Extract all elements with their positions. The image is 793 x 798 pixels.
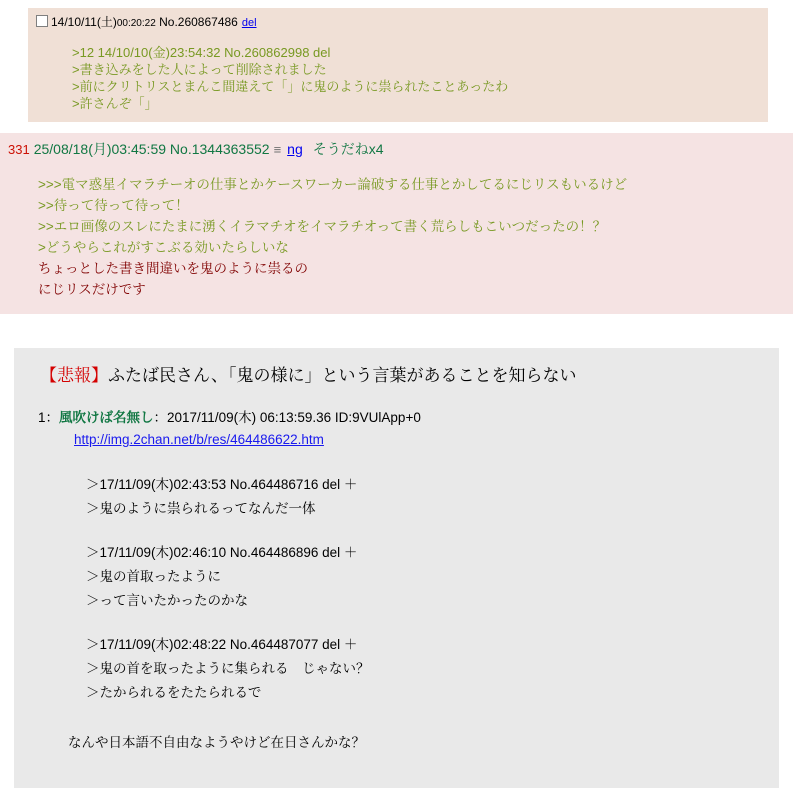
article-title — [40, 364, 761, 388]
top-post-line: >書き込みをした人によって削除されました — [72, 62, 327, 77]
reply-datetime: 25/08/18(月)03:45:59 — [33, 141, 167, 157]
article-post-number: 1 — [38, 410, 46, 425]
article-post-header — [38, 406, 761, 426]
reply-line: >>エロ画像のスレにたまに湧くイラマチオをイマラチオって書く荒らしもこいつだったの！？ — [38, 219, 607, 234]
article-post-datetime: 2017/11/09(木) 06:13:59.36 — [167, 410, 332, 425]
reply-body — [38, 174, 793, 300]
top-post-del-link[interactable]: del — [241, 17, 257, 29]
quote-line: ＞鬼の首を取ったように集られる じゃない？ — [86, 661, 370, 676]
quote-group — [86, 541, 761, 613]
article-panel — [14, 348, 779, 788]
top-post-number: No.260867486 — [159, 15, 238, 29]
article-post-sep: ： — [45, 410, 60, 425]
reply-line: ちょっとした書き間違いを鬼のように祟るの — [38, 261, 308, 276]
quote-line: ＞17/11/09(木)02:48:22 No.464487077 del ＋ — [86, 637, 358, 652]
top-post-time: 00:20:22 — [116, 18, 156, 29]
reply-post-panel — [0, 133, 793, 314]
top-post-panel — [28, 8, 768, 122]
menu-icon[interactable]: ≡ — [273, 142, 282, 157]
quote-line: ＞17/11/09(木)02:46:10 No.464486896 del ＋ — [86, 545, 358, 560]
quote-line: ＞鬼のように祟られるってなんだ一体 — [86, 501, 316, 516]
reply-line: >どうやらこれがすこぶる効いたらしいな — [38, 240, 289, 255]
reply-line: >>>電マ惑星イマラチーオの仕事とかケースワーカー論破する仕事とかしてるにじリスもいるけど — [38, 177, 628, 192]
reply-line: >>待って待って待って！ — [38, 198, 189, 213]
top-post-header — [36, 14, 760, 32]
sodane-counter[interactable]: そうだねx4 — [312, 141, 384, 157]
quote-group — [86, 473, 761, 521]
article-post-id: ID:9VUlApp+0 — [334, 410, 421, 425]
source-url-link[interactable]: http://img.2chan.net/b/res/464486622.htm — [74, 432, 324, 447]
quote-group — [86, 633, 761, 705]
top-post-line: >前にクリトリスとまんこ間違えて「」に鬼のように祟られたことあったわ — [72, 79, 509, 94]
reply-post-number: No.1344363552 — [169, 141, 270, 157]
article-title-tag: 【悲報】 — [40, 366, 108, 385]
closing-comment: なんや日本語不自由なようやけど在日さんかな？ — [68, 735, 365, 750]
article-post-sep: ： — [153, 410, 168, 425]
quote-line: ＞たかられるをたたられるで — [86, 685, 262, 700]
reply-line: にじリスだけです — [38, 282, 146, 297]
article-post-name: 風吹けば名無し — [59, 410, 154, 425]
top-post-date: 14/10/11(土) — [51, 15, 117, 29]
quote-line: ＞鬼の首取ったように — [86, 569, 221, 584]
top-post-line: >許さんぞ「」 — [72, 96, 158, 111]
reply-header — [0, 139, 793, 160]
quote-line: ＞って言いたかったのかな — [86, 593, 248, 608]
reply-number: 331 — [8, 142, 30, 157]
ng-link[interactable]: ng — [287, 141, 303, 157]
top-post-line: >12 14/10/10(金)23:54:32 No.260862998 del — [72, 45, 331, 60]
top-post-body — [72, 44, 760, 112]
post-select-checkbox[interactable] — [36, 15, 48, 27]
article-title-text: ふたば民さん、「鬼の様に」という言葉があることを知らない — [108, 366, 577, 385]
quote-line: ＞17/11/09(木)02:43:53 No.464486716 del ＋ — [86, 477, 358, 492]
